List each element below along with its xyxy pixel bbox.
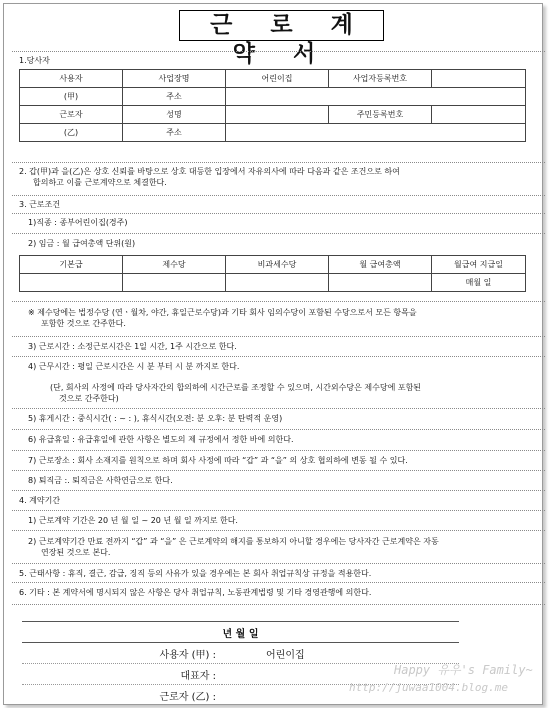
employer-label: 사용자 <box>20 70 123 88</box>
item-schedule-note2: 것으로 간주한다) <box>59 394 119 403</box>
biz-no-label: 사업자등록번호 <box>329 70 432 88</box>
watermark-line2: http://juwaa1004.blog.me <box>349 681 508 694</box>
signature-date: 년 월 일 <box>22 622 459 643</box>
watermark-line1: Happy 유우's Family~ <box>394 663 533 677</box>
divider <box>12 450 545 451</box>
item-schedule-note1: (단, 회사의 사정에 따라 당사자간의 합의하에 시간근로를 조정할 수 있으며, 시간외수당은 제수당에 포함된 <box>50 383 422 392</box>
divider <box>12 195 545 196</box>
divider <box>12 51 545 52</box>
section3-heading: 3. 근로조건 <box>19 200 61 209</box>
item-holiday: 6) 유급휴일 : 유급휴일에 관한 사항은 별도의 제 규정에서 정한 바에 의한다. <box>28 435 294 444</box>
wage-base-value <box>20 274 123 292</box>
worker-mark: (乙) <box>20 124 123 142</box>
rrn-label: 주민등록번호 <box>329 106 432 124</box>
section1-heading: 1.당사자 <box>19 56 50 65</box>
section2-line1: 2. 갑(甲)과 을(乙)은 상호 신뢰를 바탕으로 상호 대등한 입장에서 자유의사에 따라 다음과 같은 조건으로 하여 <box>19 167 400 176</box>
employer-address-value <box>226 88 526 106</box>
worker-address-label: 주소 <box>123 124 226 142</box>
name-value <box>226 106 329 124</box>
contract-renewal-line2: 연장된 것으로 본다. <box>41 548 111 557</box>
wage-nontax-value <box>226 274 329 292</box>
divider <box>12 563 545 564</box>
employer-mark: (甲) <box>20 88 123 106</box>
divider <box>12 356 545 357</box>
worker-address-value <box>226 124 526 142</box>
divider <box>12 490 545 491</box>
name-label: 성명 <box>123 106 226 124</box>
divider <box>12 233 545 234</box>
item-severance: 8) 퇴직금 :. 퇴직금은 사학연금으로 한다. <box>28 476 173 485</box>
contract-renewal-line1: 2) 근로계약기간 만료 전까지 “갑” 과 “을” 은 근로계약의 해지를 통보하지 아니할 경우에는 당사자간 근로계약은 자동 <box>28 537 439 546</box>
divider <box>12 429 545 430</box>
divider <box>12 582 545 583</box>
section2-line2: 합의하고 이를 근로계약으로 체결한다. <box>33 178 167 187</box>
note-line2: 포함한 것으로 간주한다. <box>41 319 126 328</box>
biz-no-value <box>432 70 526 88</box>
signature-worker-label: 근로자 (乙) : <box>22 685 222 706</box>
divider <box>12 213 545 214</box>
wage-line: 2) 임금 : 월 급여총액 단위(원) <box>28 239 136 248</box>
party-table <box>19 69 526 142</box>
divider <box>12 162 545 163</box>
biz-name-value: 어린이집 <box>226 70 329 88</box>
wage-total-value <box>329 274 432 292</box>
divider <box>12 408 545 409</box>
employer-address-label: 주소 <box>123 88 226 106</box>
signature-employer-label: 사용자 (甲) : <box>22 643 222 664</box>
wage-table <box>19 255 526 292</box>
item-schedule: 4) 근무시간 : 평일 근로시간은 시 분 부터 시 분 까지로 한다. <box>28 362 240 371</box>
job-line: 1)직종 : 종부어린이집(경주) <box>28 218 128 227</box>
wage-header-total: 월 급여총액 <box>329 256 432 274</box>
signature-rep-label: 대표자 : <box>22 664 222 685</box>
wage-allowance-value <box>123 274 226 292</box>
wage-header-allowance: 제수당 <box>123 256 226 274</box>
divider <box>12 530 545 531</box>
section5: 5. 근태사항 : 휴직, 결근, 감급, 징직 등의 사유가 있을 경우에는 본 회사 취업규칙상 규정을 적용한다. <box>19 569 372 578</box>
contract-page <box>3 3 543 705</box>
item-work-hours: 3) 근로시간 : 소정근로시간은 1일 시간, 1주 시간으로 한다. <box>28 342 237 351</box>
divider <box>12 510 545 511</box>
divider <box>12 336 545 337</box>
wage-header-base: 기본급 <box>20 256 123 274</box>
rrn-value <box>432 106 526 124</box>
divider <box>12 604 545 605</box>
wage-header-nontax: 비과세수당 <box>226 256 329 274</box>
section4-heading: 4. 계약기간 <box>19 496 61 505</box>
item-break: 5) 휴게시간 : 중식시간( : ~ : ), 휴식시간(오전: 분 오후: 분 탄력적 운영) <box>28 414 283 423</box>
note-line1: ※ 제수당에는 법정수당 (연ㆍ월차, 야간, 휴일근로수당)과 기타 회사 임의수당이 포함된 수당으로서 모든 항목을 <box>28 308 417 317</box>
signature-employer-value: 어린이집 <box>222 643 459 664</box>
wage-payday-value: 매월 일 <box>432 274 526 292</box>
item-location: 7) 근로장소 : 회사 소재지를 원칙으로 하며 회사 사정에 따라 “갑” 과 “을” 의 상호 협의하에 변동 될 수 있다. <box>28 456 408 465</box>
divider <box>12 301 545 302</box>
page-title: 근 로 계 약 서 <box>179 10 384 41</box>
wage-header-payday: 월급여 지급일 <box>432 256 526 274</box>
worker-label: 근로자 <box>20 106 123 124</box>
biz-name-label: 사업장명 <box>123 70 226 88</box>
section6: 6. 기타 : 본 계약서에 명시되지 않은 사항은 당사 취업규칙, 노동관계법령 및 기타 경영관행에 의한다. <box>19 588 372 597</box>
divider <box>12 470 545 471</box>
contract-period: 1) 근로계약 기간은 20 년 월 일 ~ 20 년 월 일 까지로 한다. <box>28 516 238 525</box>
